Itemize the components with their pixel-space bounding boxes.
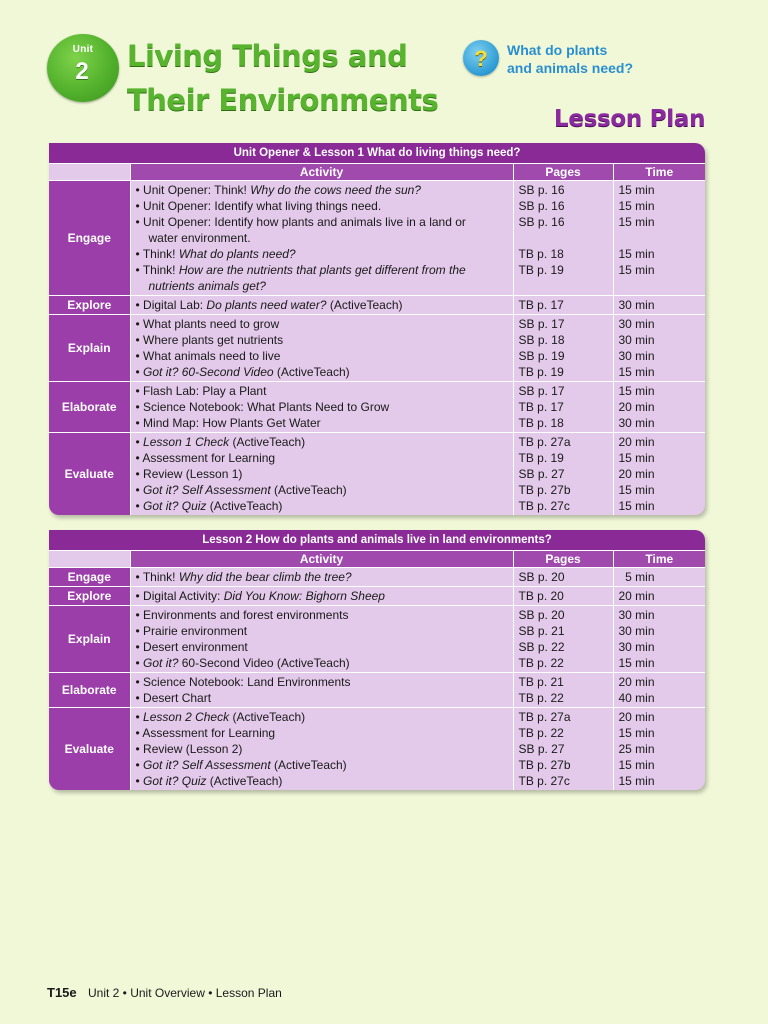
- activity-text: • Assessment for Learning: [135, 726, 276, 740]
- pages-cell: [513, 382, 613, 433]
- activity-text: • Assessment for Learning: [135, 451, 276, 465]
- activity-text: Got it? Quiz: [143, 774, 207, 788]
- phase-label: Explore: [49, 587, 130, 606]
- time-value: 20 min: [618, 435, 655, 449]
- activity-text: • Where plants get nutrients: [135, 333, 284, 347]
- page-footer: [47, 985, 282, 1000]
- activity-text: • Review (Lesson 2): [135, 742, 243, 756]
- activity-item: [136, 725, 513, 741]
- activity-item: [136, 709, 513, 725]
- time-value: 15 min: [618, 499, 655, 513]
- activity-item: [136, 214, 513, 230]
- time-value: 15 min: [618, 483, 655, 497]
- time-cell: [613, 181, 705, 296]
- page-ref: TB p. 27a: [518, 435, 571, 449]
- time-value: 30 min: [618, 317, 655, 331]
- table-row: [49, 181, 705, 296]
- page-ref: SB p. 27: [518, 742, 565, 756]
- activity-text: Why did the bear climb the tree?: [178, 570, 352, 584]
- activity-item: [136, 348, 513, 364]
- activity-cell: [130, 568, 513, 587]
- unit-label: Unit: [72, 44, 94, 55]
- activity-text: • Unit Opener: Identify how plants and animals live in a land or: [135, 215, 466, 229]
- activity-text: •: [135, 435, 144, 449]
- table-row: [49, 673, 705, 708]
- activity-text: •: [135, 656, 144, 670]
- time-cell: [613, 606, 705, 673]
- activity-item: [136, 655, 513, 671]
- pages-cell: [513, 433, 613, 516]
- time-cell: [613, 708, 705, 791]
- page-ref: TB p. 27a: [518, 710, 571, 724]
- page-ref: SB p. 17: [518, 384, 565, 398]
- blank-header: [49, 551, 130, 568]
- activity-cell: [130, 296, 513, 315]
- page-ref: [519, 278, 613, 294]
- page-ref: SB p. 16: [518, 199, 565, 213]
- activity-item: [136, 364, 513, 380]
- page-ref: SB p. 16: [518, 183, 565, 197]
- activity-text: •: [135, 758, 144, 772]
- activity-cell: [130, 606, 513, 673]
- activity-text: • Think!: [135, 247, 179, 261]
- page-ref: SB p. 27: [518, 467, 565, 481]
- page-ref: SB p. 16: [518, 215, 565, 229]
- time-value: 20 min: [618, 710, 655, 724]
- page-ref: SB p. 20: [518, 608, 565, 622]
- page-ref: TB p. 27b: [518, 758, 571, 772]
- phase-label: Evaluate: [49, 433, 130, 516]
- activity-item: [136, 262, 513, 278]
- activity-text: (ActiveTeach): [270, 758, 347, 772]
- big-question: [507, 41, 677, 77]
- activity-item: [136, 482, 513, 498]
- activity-cell: [130, 382, 513, 433]
- activity-text: •: [135, 365, 144, 379]
- table-row: [49, 296, 705, 315]
- table-row: [49, 587, 705, 606]
- page-ref: TB p. 27c: [518, 774, 570, 788]
- time-value: 15 min: [618, 726, 655, 740]
- time-value: 15 min: [618, 774, 655, 788]
- time-cell: [613, 587, 705, 606]
- time-value: 15 min: [618, 365, 655, 379]
- page-ref: TB p. 27b: [518, 483, 571, 497]
- activity-cell: [130, 673, 513, 708]
- activity-item: [136, 588, 513, 604]
- activity-cell: [130, 315, 513, 382]
- time-value: 15 min: [618, 384, 655, 398]
- page-ref: TB p. 19: [518, 451, 564, 465]
- activity-item: [136, 316, 513, 332]
- page-ref: TB p. 17: [518, 298, 564, 312]
- page-ref: TB p. 20: [518, 589, 564, 603]
- question-mark-icon: ?: [463, 40, 499, 76]
- time-value: 30 min: [618, 333, 655, 347]
- unit-title-line2: Their Environments: [127, 83, 439, 117]
- time-cell: [613, 433, 705, 516]
- pages-cell: [513, 296, 613, 315]
- lesson-plan-table-1: [49, 143, 705, 515]
- time-value: 30 min: [618, 416, 655, 430]
- table-row: [49, 315, 705, 382]
- time-value: 30 min: [618, 349, 655, 363]
- time-value: 15 min: [618, 656, 655, 670]
- activity-text: • Science Notebook: Land Environments: [135, 675, 351, 689]
- page-ref: SB p. 17: [518, 317, 565, 331]
- phase-label: Explain: [49, 606, 130, 673]
- activity-text: (ActiveTeach): [206, 499, 283, 513]
- phase-label: Engage: [49, 568, 130, 587]
- activity-cell: [130, 587, 513, 606]
- table-row: [49, 606, 705, 673]
- activity-text: (ActiveTeach): [273, 365, 350, 379]
- phase-label: Elaborate: [49, 673, 130, 708]
- activity-text: Got it? Quiz: [143, 499, 207, 513]
- time-value: 15 min: [618, 247, 655, 261]
- time-value: 40 min: [618, 691, 655, 705]
- activity-item: [136, 230, 513, 246]
- activity-item: [136, 278, 513, 294]
- activity-text: •: [135, 483, 144, 497]
- time-value: 25 min: [618, 742, 655, 756]
- activity-item: [136, 690, 513, 706]
- activity-text: Lesson 1 Check: [143, 435, 230, 449]
- page-ref: TB p. 27c: [518, 499, 570, 513]
- lesson-plan-table-2: [49, 530, 705, 790]
- page-ref: TB p. 19: [518, 365, 564, 379]
- activity-text: nutrients animals get?: [148, 279, 266, 293]
- activity-text: (ActiveTeach): [206, 774, 283, 788]
- pages-cell: [513, 708, 613, 791]
- activity-text: •: [135, 499, 144, 513]
- page-ref: TB p. 17: [518, 400, 564, 414]
- activity-item: [136, 297, 513, 313]
- activity-item: [136, 466, 513, 482]
- phase-label: Elaborate: [49, 382, 130, 433]
- activity-item: [136, 332, 513, 348]
- activity-item: [136, 450, 513, 466]
- table-row: [49, 708, 705, 791]
- activity-text: • Think!: [135, 263, 179, 277]
- phase-label: Explore: [49, 296, 130, 315]
- activity-text: • Unit Opener: Think!: [135, 183, 251, 197]
- pages-cell: [513, 606, 613, 673]
- activity-item: [136, 639, 513, 655]
- activity-item: [136, 498, 513, 514]
- activity-text: • Unit Opener: Identify what living things need.: [135, 199, 382, 213]
- page-ref: TB p. 22: [518, 726, 564, 740]
- activity-text: (ActiveTeach): [229, 435, 306, 449]
- activity-item: [136, 399, 513, 415]
- time-cell: [613, 382, 705, 433]
- activity-text: Why do the cows need the sun?: [250, 183, 421, 197]
- activity-item: [136, 569, 513, 585]
- time-cell: [613, 673, 705, 708]
- activity-text: • What animals need to live: [135, 349, 281, 363]
- activity-cell: [130, 181, 513, 296]
- activity-text: water environment.: [148, 231, 251, 245]
- activity-text: What do plants need?: [178, 247, 296, 261]
- table-title: Lesson 2 How do plants and animals live in land environments?: [49, 530, 705, 551]
- activity-text: • Desert Chart: [135, 691, 212, 705]
- pages-header: Pages: [513, 164, 613, 181]
- activity-text: (ActiveTeach): [270, 483, 347, 497]
- footer-text: Unit 2 • Unit Overview • Lesson Plan: [87, 986, 282, 1000]
- pages-header: Pages: [513, 551, 613, 568]
- pages-cell: [513, 181, 613, 296]
- time-cell: [613, 296, 705, 315]
- activity-text: Do plants need water?: [206, 298, 327, 312]
- page-ref: TB p. 18: [518, 416, 564, 430]
- activity-text: Got it? Self Assessment: [143, 483, 271, 497]
- activity-text: (ActiveTeach): [326, 298, 403, 312]
- activity-item: [136, 182, 513, 198]
- activity-cell: [130, 708, 513, 791]
- time-header: Time: [613, 551, 705, 568]
- page-ref: SB p. 21: [518, 624, 565, 638]
- time-value: 5 min: [618, 570, 655, 584]
- page-ref: SB p. 18: [518, 333, 565, 347]
- big-question-line1: What do plants: [507, 42, 608, 58]
- activity-item: [136, 741, 513, 757]
- activity-cell: [130, 433, 513, 516]
- activity-text: • Flash Lab: Play a Plant: [135, 384, 267, 398]
- page-ref: [519, 230, 613, 246]
- activity-item: [136, 607, 513, 623]
- activity-text: •: [135, 710, 144, 724]
- time-value: [619, 230, 706, 246]
- phase-label: Evaluate: [49, 708, 130, 791]
- activity-text: • Digital Lab:: [135, 298, 207, 312]
- activity-text: • What plants need to grow: [135, 317, 280, 331]
- activity-item: [136, 757, 513, 773]
- activity-item: [136, 434, 513, 450]
- activity-text: • Digital Activity:: [135, 589, 224, 603]
- activity-item: [136, 198, 513, 214]
- activity-item: [136, 623, 513, 639]
- activity-text: • Science Notebook: What Plants Need to Grow: [135, 400, 390, 414]
- blank-header: [49, 164, 130, 181]
- pages-cell: [513, 587, 613, 606]
- pages-cell: [513, 673, 613, 708]
- time-header: Time: [613, 164, 705, 181]
- time-cell: [613, 568, 705, 587]
- time-value: 15 min: [618, 215, 655, 229]
- time-value: 30 min: [618, 298, 655, 312]
- time-value: 15 min: [618, 758, 655, 772]
- activity-text: Got it? Self Assessment: [143, 758, 271, 772]
- phase-label: Explain: [49, 315, 130, 382]
- activity-text: • Desert environment: [135, 640, 248, 654]
- activity-item: [136, 674, 513, 690]
- activity-text: • Prairie environment: [135, 624, 248, 638]
- unit-title-line1: Living Things and: [127, 39, 408, 73]
- activity-text: • Mind Map: How Plants Get Water: [135, 416, 321, 430]
- time-value: 30 min: [618, 608, 655, 622]
- time-value: 30 min: [618, 640, 655, 654]
- time-value: 20 min: [618, 467, 655, 481]
- time-cell: [613, 315, 705, 382]
- pages-cell: [513, 568, 613, 587]
- unit-number: 2: [75, 58, 89, 85]
- activity-text: How are the nutrients that plants get different from the: [178, 263, 466, 277]
- big-question-line2: and animals need?: [507, 60, 634, 76]
- page-ref: TB p. 21: [518, 675, 564, 689]
- page-ref: TB p. 18: [518, 247, 564, 261]
- section-title: Lesson Plan: [554, 106, 706, 132]
- activity-item: [136, 246, 513, 262]
- page-ref: TB p. 22: [518, 656, 564, 670]
- activity-text: Did You Know: Bighorn Sheep: [223, 589, 385, 603]
- page-ref: SB p. 20: [518, 570, 565, 584]
- unit-badge: [47, 34, 119, 102]
- activity-text: 60-Second Video (ActiveTeach): [181, 656, 350, 670]
- activity-header: Activity: [130, 551, 513, 568]
- activity-text: • Environments and forest environments: [135, 608, 349, 622]
- table-row: [49, 568, 705, 587]
- activity-text: • Think!: [135, 570, 179, 584]
- activity-item: [136, 773, 513, 789]
- time-value: 20 min: [618, 400, 655, 414]
- page-ref: TB p. 22: [518, 691, 564, 705]
- activity-text: Got it? 60-Second Video: [143, 365, 274, 379]
- time-value: 20 min: [618, 589, 655, 603]
- time-value: 15 min: [618, 183, 655, 197]
- table-row: [49, 433, 705, 516]
- table-row: [49, 382, 705, 433]
- time-value: 30 min: [618, 624, 655, 638]
- activity-text: (ActiveTeach): [229, 710, 306, 724]
- time-value: 20 min: [618, 675, 655, 689]
- time-value: 15 min: [618, 199, 655, 213]
- page-number: T15e: [47, 985, 77, 1000]
- page-ref: SB p. 22: [518, 640, 565, 654]
- activity-item: [136, 383, 513, 399]
- unit-title: [127, 34, 447, 122]
- time-value: 15 min: [618, 263, 655, 277]
- time-value: [619, 278, 706, 294]
- page-ref: SB p. 19: [518, 349, 565, 363]
- activity-text: •: [135, 774, 144, 788]
- activity-header: Activity: [130, 164, 513, 181]
- activity-text: Got it?: [143, 656, 182, 670]
- time-value: 15 min: [618, 451, 655, 465]
- activity-text: Lesson 2 Check: [143, 710, 230, 724]
- pages-cell: [513, 315, 613, 382]
- phase-label: Engage: [49, 181, 130, 296]
- activity-item: [136, 415, 513, 431]
- activity-text: • Review (Lesson 1): [135, 467, 243, 481]
- table-title: Unit Opener & Lesson 1 What do living things need?: [49, 143, 705, 164]
- page-ref: TB p. 19: [518, 263, 564, 277]
